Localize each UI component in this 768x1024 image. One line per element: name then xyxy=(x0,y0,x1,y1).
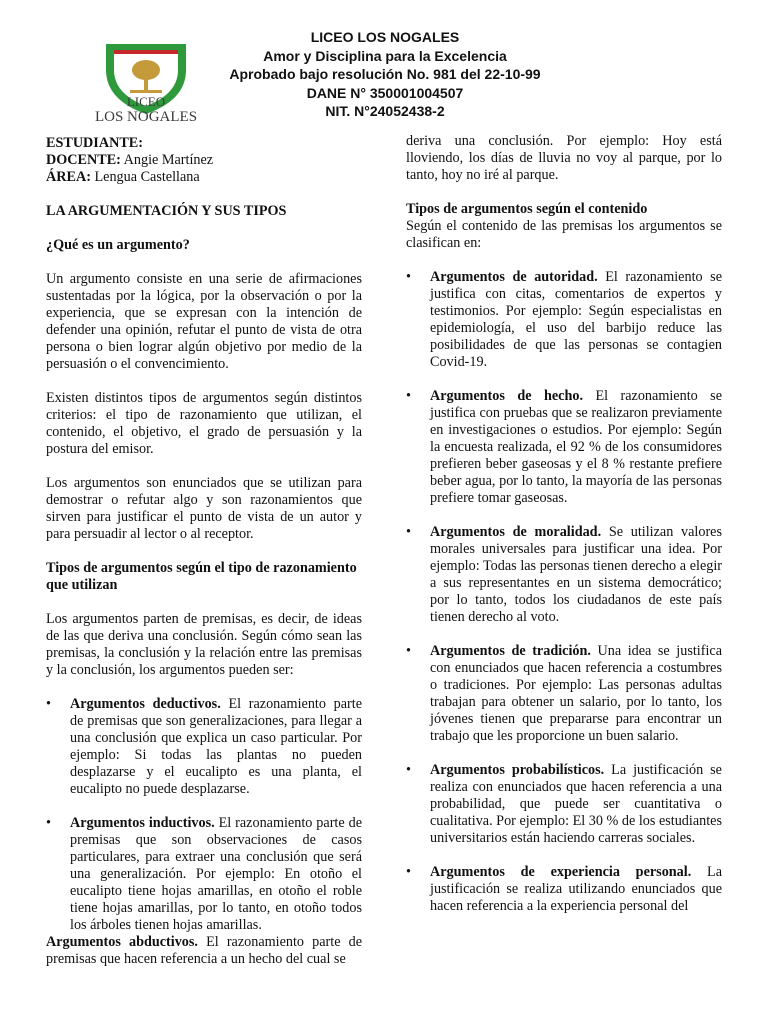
bullet-icon: • xyxy=(406,762,411,778)
list-item xyxy=(406,388,722,507)
list-item xyxy=(406,643,722,745)
bullet-icon: • xyxy=(406,269,411,285)
list-item-text: La justificación se realiza con enunciados que hacen referencia a una probabilidad, que puede ser cuantitativa o cualitativa. Por ejemplo: El 30 % de los estudiantes universitarios están haciendo carreras sociales. xyxy=(430,762,722,846)
list-item-title: Argumentos inductivos. xyxy=(70,815,215,831)
bullet-icon: • xyxy=(406,864,411,880)
paragraph-2: Existen distintos tipos de argumentos según distintos criterios: el tipo de razonamiento que utilizan, el contenido, el objetivo, el grado de persuasión y la postura del emisor. xyxy=(46,390,362,457)
document-header xyxy=(200,28,570,121)
list-item-title: Argumentos probabilísticos. xyxy=(430,762,605,778)
nit-line: NIT. N°24052438-2 xyxy=(325,103,445,119)
paragraph-4: Los argumentos parten de premisas, es decir, de ideas de las que deriva una conclusión. Según cómo sean las premisas, la conclusión y la relación entre las premisas y la conclusión, los argumentos pueden ser: xyxy=(46,611,362,678)
document-title: LA ARGUMENTACIÓN Y SUS TIPOS xyxy=(46,203,287,219)
list-item-text: Una idea se justifica con enunciados que hacen referencia a costumbres o tradiciones. Por ejemplo: Las personas adultas trabajan para obtener un salario, por lo tanto, los jóvenes tienen que prepararse para encontrar un trabajo que les proporcione un buen salario. xyxy=(430,643,722,744)
continuation-paragraph: deriva una conclusión. Por ejemplo: Hoy está lloviendo, los días de lluvia no voy al parque, por lo tanto, hoy no iré al parque. xyxy=(406,133,722,183)
logo-text-bottom: LOS NOGALES xyxy=(94,109,198,124)
shield-red-band xyxy=(114,50,178,54)
content-intro: Según el contenido de las premisas los argumentos se clasifican en: xyxy=(406,218,722,251)
school-motto: Amor y Disciplina para la Excelencia xyxy=(263,47,507,64)
list-item xyxy=(406,762,722,847)
bullet-icon: • xyxy=(406,388,411,404)
list-item-title: Argumentos de autoridad. xyxy=(430,269,598,285)
right-column xyxy=(406,133,722,915)
paragraph-1: Un argumento consiste en una serie de afirmaciones sustentadas por la lógica, por la observación o por la experiencia, que se expresan con la intención de defender una opinión, refutar el punto de vista de otra persona o bien lograr algún objetivo por medio de la persuasión o el convencimiento. xyxy=(46,271,362,372)
left-column xyxy=(46,135,362,968)
info-block xyxy=(46,135,362,186)
list-item xyxy=(46,815,362,934)
list-item-text: El razonamiento parte de premisas que son generalizaciones, para llegar a una conclusión que explica un caso particular. Por ejemplo: Si todas las plantas no pueden desplazarse y el eucalipto es una planta, el eucalipto no puede desplazarse. xyxy=(70,696,363,797)
list-item xyxy=(46,696,362,798)
teacher-row xyxy=(46,152,362,169)
area-label: ÁREA: xyxy=(46,169,91,185)
resolution-line: Aprobado bajo resolución No. 981 del 22-10-99 xyxy=(229,66,541,82)
student-label: ESTUDIANTE: xyxy=(46,135,143,151)
list-item-text: La justificación se realiza utilizando enunciados que hacen referencia a la experiencia personal del xyxy=(430,864,722,914)
bullet-icon: • xyxy=(406,643,411,659)
dane-line: DANE N° 350001004507 xyxy=(306,84,464,101)
student-row xyxy=(46,135,362,152)
list-item xyxy=(406,524,722,626)
bullet-icon: • xyxy=(46,696,51,712)
list-item-title: Argumentos de tradición. xyxy=(430,643,591,659)
section-heading-content: Tipos de argumentos según el contenido xyxy=(406,201,648,217)
list-item xyxy=(406,864,722,915)
school-name: LICEO LOS NOGALES xyxy=(310,29,460,45)
list-item-title: Argumentos de moralidad. xyxy=(430,524,602,540)
section-heading-reasoning: Tipos de argumentos según el tipo de razonamiento que utilizan xyxy=(46,560,357,593)
teacher-value: Angie Martínez xyxy=(123,152,214,168)
abductive-text: El razonamiento parte de premisas que hacen referencia a un hecho del cual se xyxy=(46,934,363,967)
list-item-title: Argumentos de hecho. xyxy=(430,388,583,404)
teacher-label: DOCENTE: xyxy=(46,152,121,168)
abductive-title: Argumentos abductivos. xyxy=(46,934,198,950)
bullet-icon: • xyxy=(46,815,51,831)
list-item-text: El razonamiento se justifica con citas, comentarios de expertos y testimonios. Por ejemplo: Según especialistas en epidemiología, el uso del barbijo reduce las posibilidades de que las personas se contagien Covid-19. xyxy=(430,269,722,370)
list-item-text: El razonamiento se justifica con pruebas que se realizaron previamente en investigaciones o estudios. Por ejemplo: Según la encuesta realizada, el 92 % de los consumidores prefieren beber gaseosas y el 8 % restante prefiere beber agua, por lo tanto, la mayoría de las personas prefiere tomar gaseosas. xyxy=(430,388,723,506)
area-value: Lengua Castellana xyxy=(94,169,200,185)
list-item-title: Argumentos deductivos. xyxy=(70,696,221,712)
abductive-paragraph xyxy=(46,934,362,968)
area-row xyxy=(46,169,362,186)
logo-text-top: LICEO xyxy=(126,94,166,109)
bullet-icon: • xyxy=(406,524,411,540)
question-heading: ¿Qué es un argumento? xyxy=(46,237,190,253)
list-item-text: El razonamiento parte de premisas que son observaciones de casos particulares, para extraer una conclusión que será una generalización. Por ejemplo: En otoño el eucalipto tiene hojas amarillas, en otoño el roble tiene hojas amarillas, por lo tanto, en otoño todos los árboles tienen hojas amarillas. xyxy=(70,815,362,933)
list-item xyxy=(406,269,722,371)
list-item-text: Se utilizan valores morales universales para justificar una idea. Por ejemplo: Todas las personas tienen derecho a elegir a sus representantes en un sistema democrático; por lo tanto, todos los ciudadanos de este país tienen derecho al voto. xyxy=(430,524,722,625)
content-types-list xyxy=(406,269,722,915)
paragraph-3: Los argumentos son enunciados que se utilizan para demostrar o refutar algo y son razonamientos que sirven para justificar el punto de vista de un autor y para persuadir al lector o al receptor. xyxy=(46,475,362,542)
list-item-title: Argumentos de experiencia personal. xyxy=(430,864,692,880)
